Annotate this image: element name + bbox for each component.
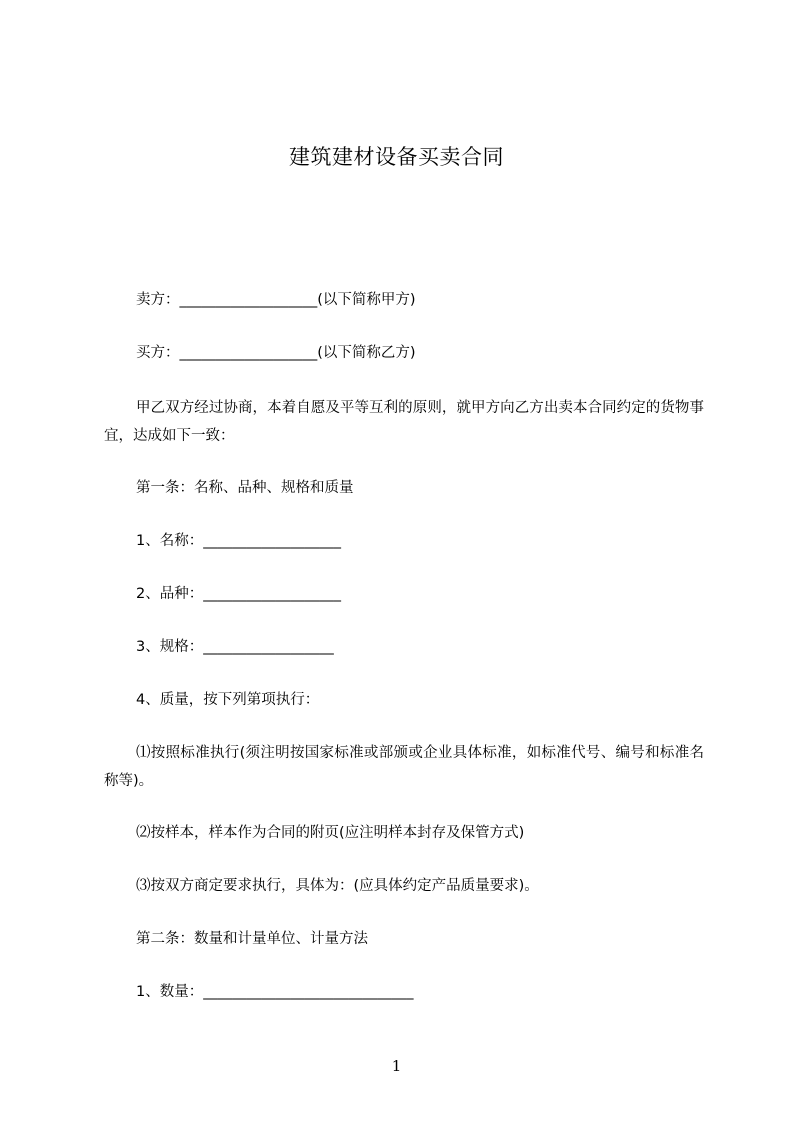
article-1-heading: 第一条：名称、品种、规格和质量 [136, 480, 354, 496]
item-quantity-line: 1、数量：_____________________________ [136, 984, 414, 1000]
item-spec-line: 3、规格：__________________ [136, 639, 334, 655]
item-variety-line: 2、品种：___________________ [136, 586, 341, 602]
intro-paragraph: 甲乙双方经过协商，本着自愿及平等互利的原则，就甲方向乙方出卖本合同约定的货物事宜，达成如下一致： [104, 400, 704, 444]
quality-option-1: ⑴按照标准执行(须注明按国家标准或部颁或企业具体标准，如标准代号、编号和标准名称等)。 [104, 745, 704, 789]
item-name-line: 1、名称：___________________ [136, 533, 341, 549]
page-number: 1 [391, 1057, 402, 1075]
quality-option-2: ⑵按样本，样本作为合同的附页(应注明样本封存及保管方式) [136, 825, 525, 841]
document-title: 建筑建材设备买卖合同 [289, 145, 504, 169]
article-2-heading: 第二条：数量和计量单位、计量方法 [136, 931, 368, 947]
item-quality-line: 4、质量，按下列第项执行： [136, 692, 320, 708]
quality-option-3: ⑶按双方商定要求执行，具体为：(应具体约定产品质量要求)。 [136, 878, 539, 894]
buyer-line: 买方：___________________(以下简称乙方) [136, 345, 416, 361]
seller-line: 卖方：___________________(以下简称甲方) [136, 292, 416, 308]
